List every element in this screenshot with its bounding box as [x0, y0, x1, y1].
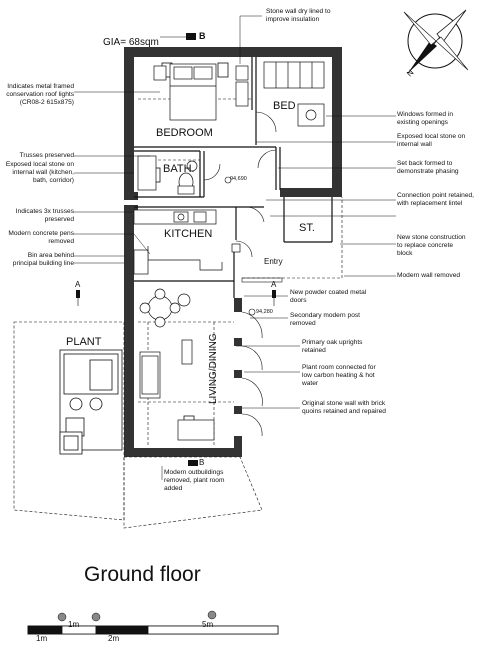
room-plant: PLANT [66, 336, 102, 348]
note-left-4: Indicates 3x trusses preserved [15, 208, 74, 223]
note-left-1: Indicates metal framed conservation roof lights (CR08-2 615x875) [6, 83, 74, 106]
level-2: 94,280 [256, 309, 273, 315]
note-left-6: Bin area behind principal building line [12, 252, 74, 267]
note-right-10: Plant room connected for low carbon heating & hot water [302, 364, 376, 387]
room-bath: BATH. [163, 163, 195, 175]
scale-label-5m: 5m [202, 620, 214, 629]
room-kitchen: KITCHEN [164, 228, 213, 240]
scale-label-1m-a: 1m [36, 634, 48, 643]
north-arrow-icon [404, 10, 468, 73]
note-left-3: Exposed local stone on internal wall (kitchen, bath, corridor) [5, 161, 74, 184]
scale-label-2m: 2m [108, 634, 120, 643]
room-bed: BED [273, 100, 296, 112]
note-right-11: Original stone wall with brick quoins retained and repaired [302, 400, 386, 415]
note-stone-wall: Stone wall dry lined to improve insulation [266, 8, 331, 23]
room-living-dining: LIVING/DINING [208, 333, 219, 404]
note-right-3: Set back formed to demonstrate phasing [397, 160, 459, 175]
note-right-7: New powder coated metal doors [290, 289, 367, 304]
drawing-title: Ground floor [84, 563, 201, 586]
section-a-right: A [271, 280, 277, 289]
note-right-5: New stone construction to replace concrete block [397, 234, 466, 257]
note-right-8: Secondary modern post removed [290, 312, 361, 327]
level-1: 94,690 [230, 176, 247, 182]
room-store: ST. [299, 222, 315, 234]
section-b-bottom: B [199, 458, 205, 467]
note-right-6: Modern wall removed [397, 272, 461, 279]
north-letter: N [405, 67, 416, 79]
room-bedroom: BEDROOM [156, 127, 213, 139]
room-entry: Entry [264, 257, 283, 266]
scale-label-1m-b: 1m [68, 620, 80, 629]
section-a-left: A [75, 280, 81, 289]
note-left-5: Modern concrete pens removed [8, 230, 74, 245]
gia-label: GIA= 68sqm [103, 37, 159, 48]
note-outbuildings: Modern outbuildings removed, plant room added [164, 469, 225, 492]
note-right-4: Connection point retained, with replacement lintel [397, 192, 474, 207]
section-b-top: B [199, 31, 206, 41]
note-right-2: Exposed local stone on internal wall [397, 133, 466, 148]
note-right-1: Windows formed in existing openings [397, 111, 454, 126]
note-left-2: Trusses preserved [19, 152, 74, 159]
note-right-9: Primary oak uprights retained [302, 339, 363, 354]
